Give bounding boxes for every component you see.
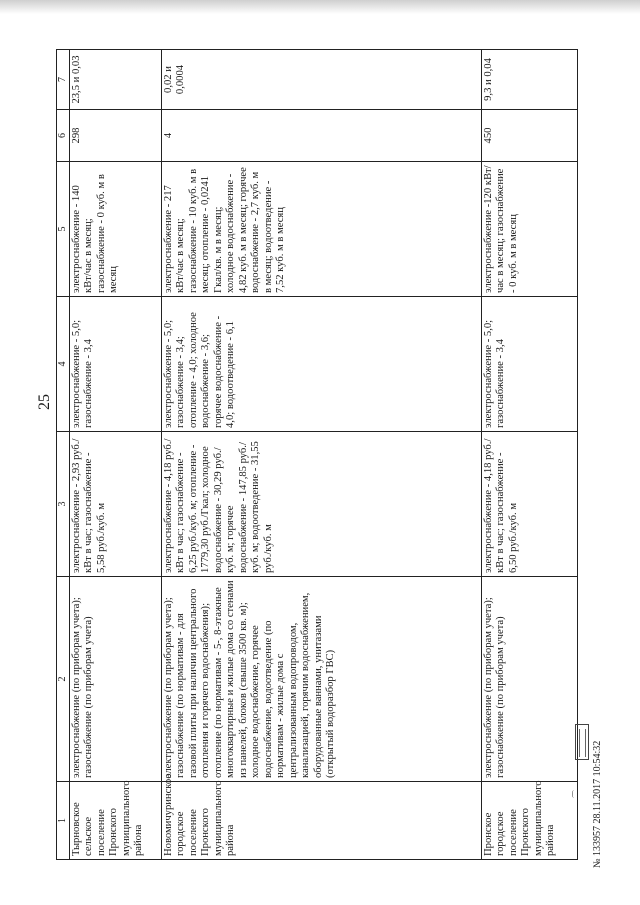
share-value: 0,02 и 0,0004 [161, 50, 481, 110]
column-number: 6 [57, 110, 70, 162]
table-row [161, 50, 481, 860]
registration-footer: № 133957 28.11.2017 10:54:32 [592, 740, 603, 868]
stamp-mark-icon: ⌒ [572, 790, 581, 798]
consumption-volume: электроснабжение - 217 кВт/час в месяц; газоснабжение - 10 куб. м в месяц; отопление - 0,0241 Гкал/кв. м в месяц; холодное водоснабжение - 4,82 куб. м в месяц; горячее водоснабжение - 2,7 куб. м в месяц; водоотведение - 7,52 куб. м в месяц [161, 162, 481, 297]
tariffs: электроснабжение - 2,93 руб./кВт в час; газоснабжение - 5,58 руб./куб. м [69, 432, 161, 577]
consumption-volume: электроснабжение -120 кВт/час в месяц; газоснабжение - 0 куб. м в месяц [481, 162, 577, 297]
services-basis: электроснабжение (по приборам учета); газоснабжение (по приборам учета) [69, 577, 161, 782]
column-number: 4 [57, 297, 70, 432]
column-number: 1 [57, 782, 70, 860]
table-header-row [57, 50, 70, 860]
tariff-table [56, 49, 578, 860]
consumption-volume: электроснабжение - 140 кВт/час в месяц; газоснабжение - 0 куб. м в месяц [69, 162, 161, 297]
tariffs: электроснабжение - 4,18 руб./кВт в час; газоснабжение - 6,50 руб./куб. м [481, 432, 577, 577]
services-basis: электроснабжение (по приборам учета); газоснабжение (по приборам учета) [481, 577, 577, 782]
share-value: 23,5 и 0,03 [69, 50, 161, 110]
table-row [481, 50, 577, 860]
registration-stamp-icon [575, 724, 589, 760]
scan-top-edge [0, 0, 640, 14]
population-count: 4 [161, 110, 481, 162]
tariffs: электроснабжение - 4,18 руб./кВт в час; газоснабжение - 6,25 руб./куб. м; отопление - 1779,30 руб./Гкал; холодное водоснабжение - 30,29 руб./куб. м; горячее водоснабжение - 147,85 руб./куб. м; водоотведение - 31,55 руб./куб. м [161, 432, 481, 577]
services-basis: электроснабжение (по приборам учета); газоснабжение (по нормативам - для газовой плиты при наличии центрального отопления и горячего водоснабжения); отопление (по нормативам - 5-, 8-этажные многоквартирные и жилые дома со стенами из панелей, блоков (свыше 3500 кв. м); холодное водоснабжение, горячее водоснабжение, водоотведение (по нормативам - жилые дома с централизованным водопроводом, канализацией, горячим водоснабжением, оборудованные ваннами, унитазами (открытый водоразбор ГВС) [161, 577, 481, 782]
table-row [69, 50, 161, 860]
column-number: 5 [57, 162, 70, 297]
settlement-name: Пронское городское поселение Пронского муниципального района [481, 782, 577, 860]
settlement-name: Тырновское сельское поселение Пронского муниципального района [69, 782, 161, 860]
column-number: 3 [57, 432, 70, 577]
column-number: 2 [57, 577, 70, 782]
increase-index: электроснабжение - 5,0; газоснабжение - 3,4; отопление - 4,0; холодное водоснабжение - 3,6; горячее водоснабжение - 4,0; водоотведение - 6,1 [161, 297, 481, 432]
population-count: 450 [481, 110, 577, 162]
column-number: 7 [57, 50, 70, 110]
increase-index: электроснабжение - 5,0; газоснабжение - 3,4 [69, 297, 161, 432]
rotated-table-container [56, 50, 596, 860]
settlement-name: Новомичуринское городское поселение Пронского муниципального района [161, 782, 481, 860]
increase-index: электроснабжение - 5,0; газоснабжение - 3,4 [481, 297, 577, 432]
share-value: 9,3 и 0,04 [481, 50, 577, 110]
page-number: 25 [36, 394, 53, 410]
population-count: 298 [69, 110, 161, 162]
